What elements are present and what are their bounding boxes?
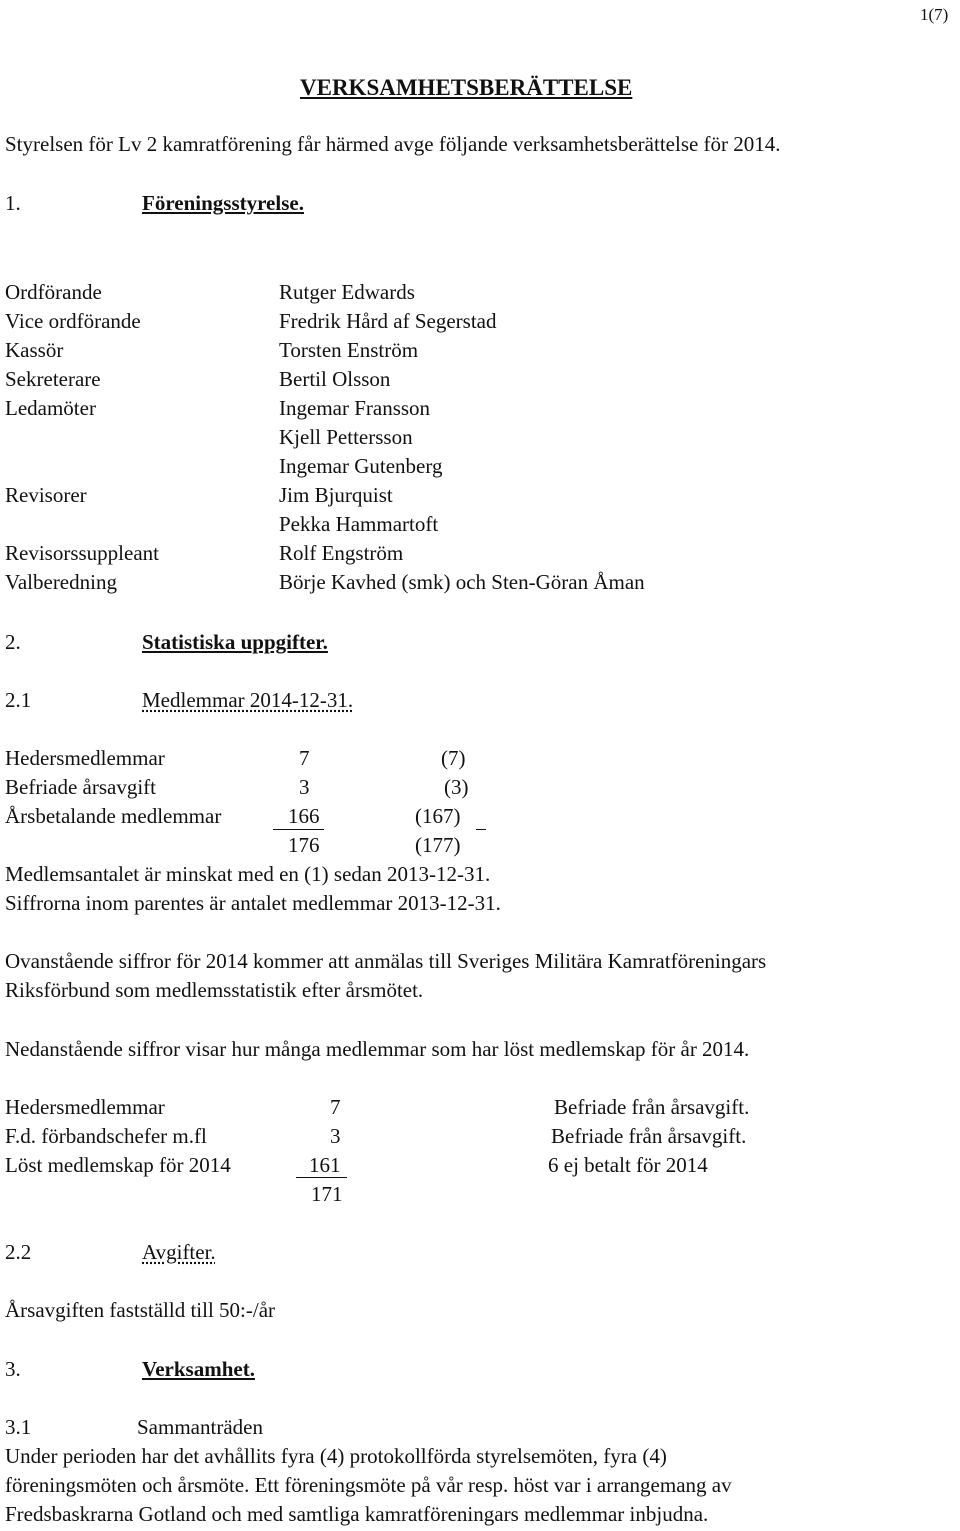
member-name: Torsten Enström (279, 338, 419, 362)
table-row-label: Löst medlemskap för 2014 (5, 1153, 231, 1177)
table-total-value: 176 (288, 833, 320, 857)
section-1-number: 1. (5, 191, 21, 215)
table-row-prev: (167) (415, 804, 461, 828)
table-row-value: 7 (299, 746, 310, 770)
section-3-number: 3. (5, 1357, 21, 1381)
paragraph-line: Under perioden har det avhållits fyra (4) protokollförda styrelsemöten, fyra (4) (5, 1444, 667, 1468)
subsection-2-2-heading: Avgifter. (142, 1240, 216, 1264)
sum-underline (273, 829, 324, 830)
section-2-heading: Statistiska uppgifter. (142, 630, 328, 654)
member-name: Börje Kavhed (smk) och Sten-Göran Åman (279, 570, 645, 594)
role-label: Ordförande (5, 280, 102, 304)
member-name: Ingemar Gutenberg (279, 454, 443, 478)
role-label: Revisorer (5, 483, 87, 507)
intro-text: Styrelsen för Lv 2 kamratförening får härmed avge följande verksamhetsberättelse för 2014. (5, 132, 781, 156)
role-label: Sekreterare (5, 367, 101, 391)
table-row-note: 6 ej betalt för 2014 (548, 1153, 708, 1177)
table-row-value: 7 (330, 1095, 341, 1119)
subsection-2-1-heading: Medlemmar 2014-12-31. (142, 688, 354, 712)
subsection-3-1-heading: Sammanträden (137, 1415, 263, 1439)
member-name: Rolf Engström (279, 541, 404, 565)
sum-underline (296, 1177, 347, 1178)
paragraph-line: föreningsmöten och årsmöte. Ett föreningsmöte på vår resp. höst var i arrangemang av (5, 1473, 732, 1497)
sum-underline (476, 829, 486, 830)
subsection-2-2-number: 2.2 (5, 1240, 32, 1264)
member-name: Rutger Edwards (279, 280, 415, 304)
table-row-label: Hedersmedlemmar (5, 746, 165, 770)
members-note: Medlemsantalet är minskat med en (1) sedan 2013-12-31. (5, 862, 491, 886)
section-2-number: 2. (5, 630, 21, 654)
role-label: Valberedning (5, 570, 117, 594)
table-row-label: Årsbetalande medlemmar (5, 804, 222, 828)
table-row-value: 3 (330, 1124, 341, 1148)
table-total-prev: (177) (415, 833, 461, 857)
section-3-heading: Verksamhet. (142, 1357, 255, 1381)
table-row-note: Befriade från årsavgift. (554, 1095, 750, 1119)
table-row-value: 166 (288, 804, 320, 828)
members-note: Siffrorna inom parentes är antalet medlemmar 2013-12-31. (5, 891, 501, 915)
table-row-label: F.d. förbandschefer m.fl (5, 1124, 207, 1148)
role-label: Kassör (5, 338, 64, 362)
table-row-value: 161 (309, 1153, 341, 1177)
table-row-note: Befriade från årsavgift. (551, 1124, 747, 1148)
table-row-value: 3 (299, 775, 310, 799)
table-row-prev: (3) (444, 775, 469, 799)
table-row-label: Hedersmedlemmar (5, 1095, 165, 1119)
member-name: Jim Bjurquist (279, 483, 393, 507)
member-name: Ingemar Fransson (279, 396, 431, 420)
paragraph-line: Riksförbund som medlemsstatistik efter årsmötet. (5, 978, 424, 1002)
paragraph-line: Nedanstående siffror visar hur många medlemmar som har löst medlemskap för år 2014. (5, 1037, 750, 1061)
table-row-label: Befriade årsavgift (5, 775, 157, 799)
role-label: Revisorssuppleant (5, 541, 159, 565)
document-title: VERKSAMHETSBERÄTTELSE (300, 75, 633, 100)
paragraph-line: Ovanstående siffror för 2014 kommer att anmälas till Sveriges Militära Kamratföreningars (5, 949, 767, 973)
paragraph-line: Fredsbaskrarna Gotland och med samtliga kamratföreningars medlemmar inbjudna. (5, 1502, 709, 1526)
member-name: Kjell Pettersson (279, 425, 413, 449)
member-name: Pekka Hammartoft (279, 512, 439, 536)
role-label: Ledamöter (5, 396, 96, 420)
section-1-heading: Föreningsstyrelse. (142, 191, 304, 215)
role-label: Vice ordförande (5, 309, 141, 333)
fee-text: Årsavgiften fastställd till 50:-/år (5, 1298, 276, 1322)
subsection-3-1-number: 3.1 (5, 1415, 32, 1439)
member-name: Fredrik Hård af Segerstad (279, 309, 497, 333)
member-name: Bertil Olsson (279, 367, 391, 391)
subsection-2-1-number: 2.1 (5, 688, 32, 712)
table-total-value: 171 (311, 1182, 343, 1206)
page-number: 1(7) (920, 5, 949, 24)
table-row-prev: (7) (441, 746, 466, 770)
